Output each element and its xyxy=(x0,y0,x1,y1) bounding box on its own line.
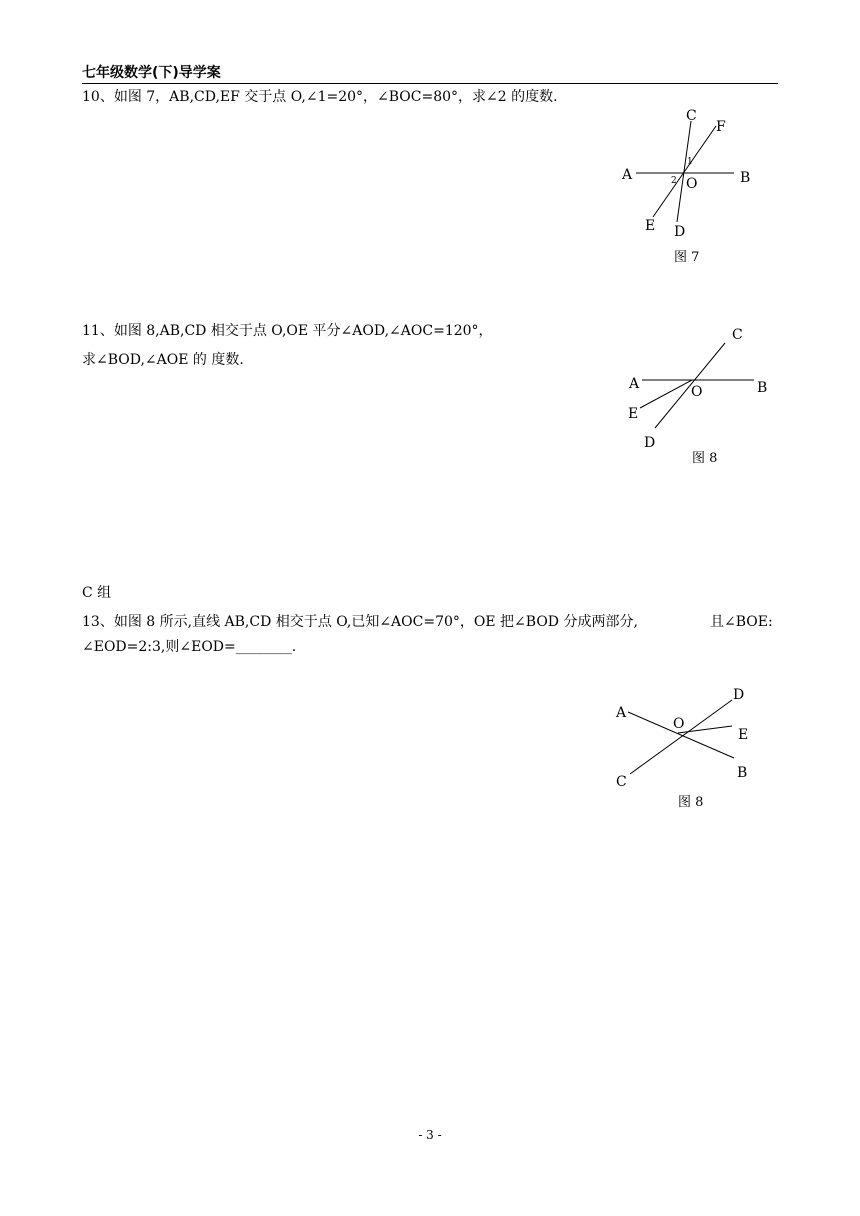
ray-oe xyxy=(640,380,692,408)
figure-8-caption: 图 8 xyxy=(678,795,704,810)
label-d: D xyxy=(674,224,686,240)
angle-1-label: 1 xyxy=(687,157,693,167)
figure-7-caption: 图 7 xyxy=(674,250,700,265)
label-c: C xyxy=(686,108,697,124)
line-cd xyxy=(655,343,725,428)
label-e: E xyxy=(628,406,639,422)
label-f: F xyxy=(716,119,726,135)
ray-oe xyxy=(678,726,732,733)
label-a: A xyxy=(616,705,627,721)
question-11-line-1: 11、如图 8,AB,CD 相交于点 O,OE 平分∠AOD,∠AOC=120°， xyxy=(82,323,493,339)
figure-7 xyxy=(610,104,770,268)
question-13-line-2: ∠EOD=2:3,则∠EOD=________. xyxy=(82,639,297,655)
header-title: 七年级数学(下)导学案 xyxy=(82,65,221,81)
figure-8-caption: 图 8 xyxy=(692,451,718,466)
label-o: O xyxy=(691,384,703,400)
label-e: E xyxy=(645,218,656,234)
label-c: C xyxy=(616,774,627,790)
label-b: B xyxy=(757,380,768,396)
page-number: - 3 - xyxy=(418,1128,442,1142)
figure-8-q13 xyxy=(600,680,770,815)
section-c-title: C 组 xyxy=(82,585,112,601)
label-e: E xyxy=(738,727,749,743)
figure-8-q11 xyxy=(620,320,780,470)
angle-2-label: 2 xyxy=(671,176,677,186)
label-c: C xyxy=(732,327,743,343)
question-10-text: 10、如图 7，AB,CD,EF 交于点 O,∠1=20°，∠BOC=80°，求∠2 的度数. xyxy=(82,89,558,105)
page-header xyxy=(82,64,778,84)
label-b: B xyxy=(740,170,751,186)
label-b: B xyxy=(737,765,748,781)
label-o: O xyxy=(686,176,698,192)
label-o: O xyxy=(673,716,685,732)
label-a: A xyxy=(629,376,640,392)
line-ef xyxy=(653,126,716,217)
question-13-line-1: 13、如图 8 所示,直线 AB,CD 相交于点 O,已知∠AOC=70°，OE 把∠BOD 分成两部分, xyxy=(82,614,638,630)
label-d: D xyxy=(733,687,745,703)
question-11-line-2: 求∠BOD,∠AOE 的 度数. xyxy=(82,352,244,368)
label-d: D xyxy=(644,435,656,451)
question-13-line-1-right: 且∠BOE: xyxy=(710,614,773,630)
label-a: A xyxy=(622,167,633,183)
line-cd xyxy=(630,700,732,774)
